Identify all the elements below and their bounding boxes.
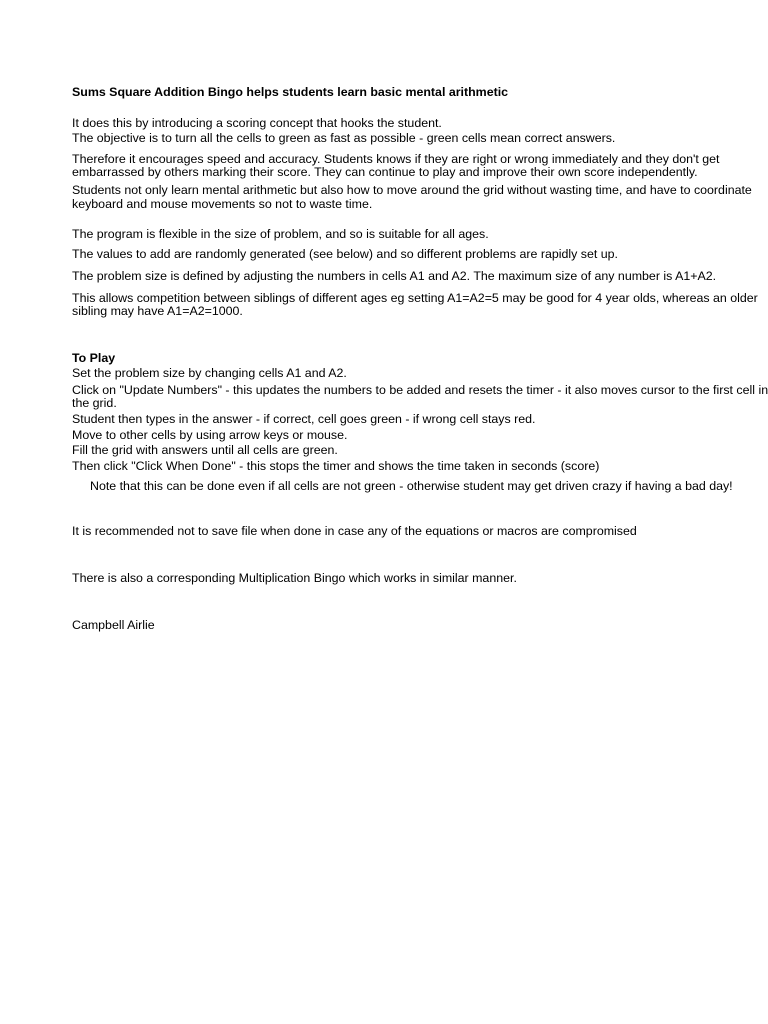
values-text: The values to add are randomly generated (see below) and so different problems are rapidly set up. [72,247,618,261]
flexible-text: The program is flexible in the size of problem, and so is suitable for all ages. [72,227,489,241]
recommendation-text: It is recommended not to save file when done in case any of the equations or macros are compromised [72,524,637,538]
to-play-step: Then click "Click When Done" - this stops the timer and shows the time taken in seconds (score) [72,459,600,473]
speed-paragraph-line-2: embarrassed by others marking their score. They can continue to play and improve their own score independently. [72,165,698,179]
to-play-step: Set the problem size by changing cells A1 and A2. [72,366,347,380]
speed-paragraph-line-1: Therefore it encourages speed and accuracy. Students knows if they are right or wrong immediately and they don't get [72,152,720,166]
competition-line-2: sibling may have A1=A2=1000. [72,304,243,318]
document-title: Sums Square Addition Bingo helps students learn basic mental arithmetic [72,85,509,99]
to-play-step: Fill the grid with answers until all cells are green. [72,443,338,457]
author-name: Campbell Airlie [72,618,155,632]
to-play-step: Click on "Update Numbers" - this updates the numbers to be added and resets the timer - it also moves cursor to the first cell in [72,383,768,397]
competition-line-1: This allows competition between siblings of different ages eg setting A1=A2=5 may be good for 4 year olds, whereas an older [72,291,758,305]
problem-size-text: The problem size is defined by adjusting the numbers in cells A1 and A2. The maximum size of any number is A1+A2. [72,269,717,283]
note-text: Note that this can be done even if all cells are not green - otherwise student may get driven crazy if having a bad day! [90,479,733,493]
intro-line-1: It does this by introducing a scoring concept that hooks the student. [72,116,442,130]
to-play-heading: To Play [72,351,116,365]
to-play-step: Student then types in the answer - if correct, cell goes green - if wrong cell stays red. [72,412,536,426]
grid-paragraph-line-2: keyboard and mouse movements so not to waste time. [72,197,373,211]
grid-paragraph-line-1: Students not only learn mental arithmetic but also how to move around the grid without wasting time, and have to coordinate [72,183,752,197]
multiplication-text: There is also a corresponding Multiplication Bingo which works in similar manner. [72,571,517,585]
intro-line-2: The objective is to turn all the cells to green as fast as possible - green cells mean correct answers. [72,131,616,145]
to-play-step: the grid. [72,396,117,410]
to-play-step: Move to other cells by using arrow keys or mouse. [72,428,348,442]
